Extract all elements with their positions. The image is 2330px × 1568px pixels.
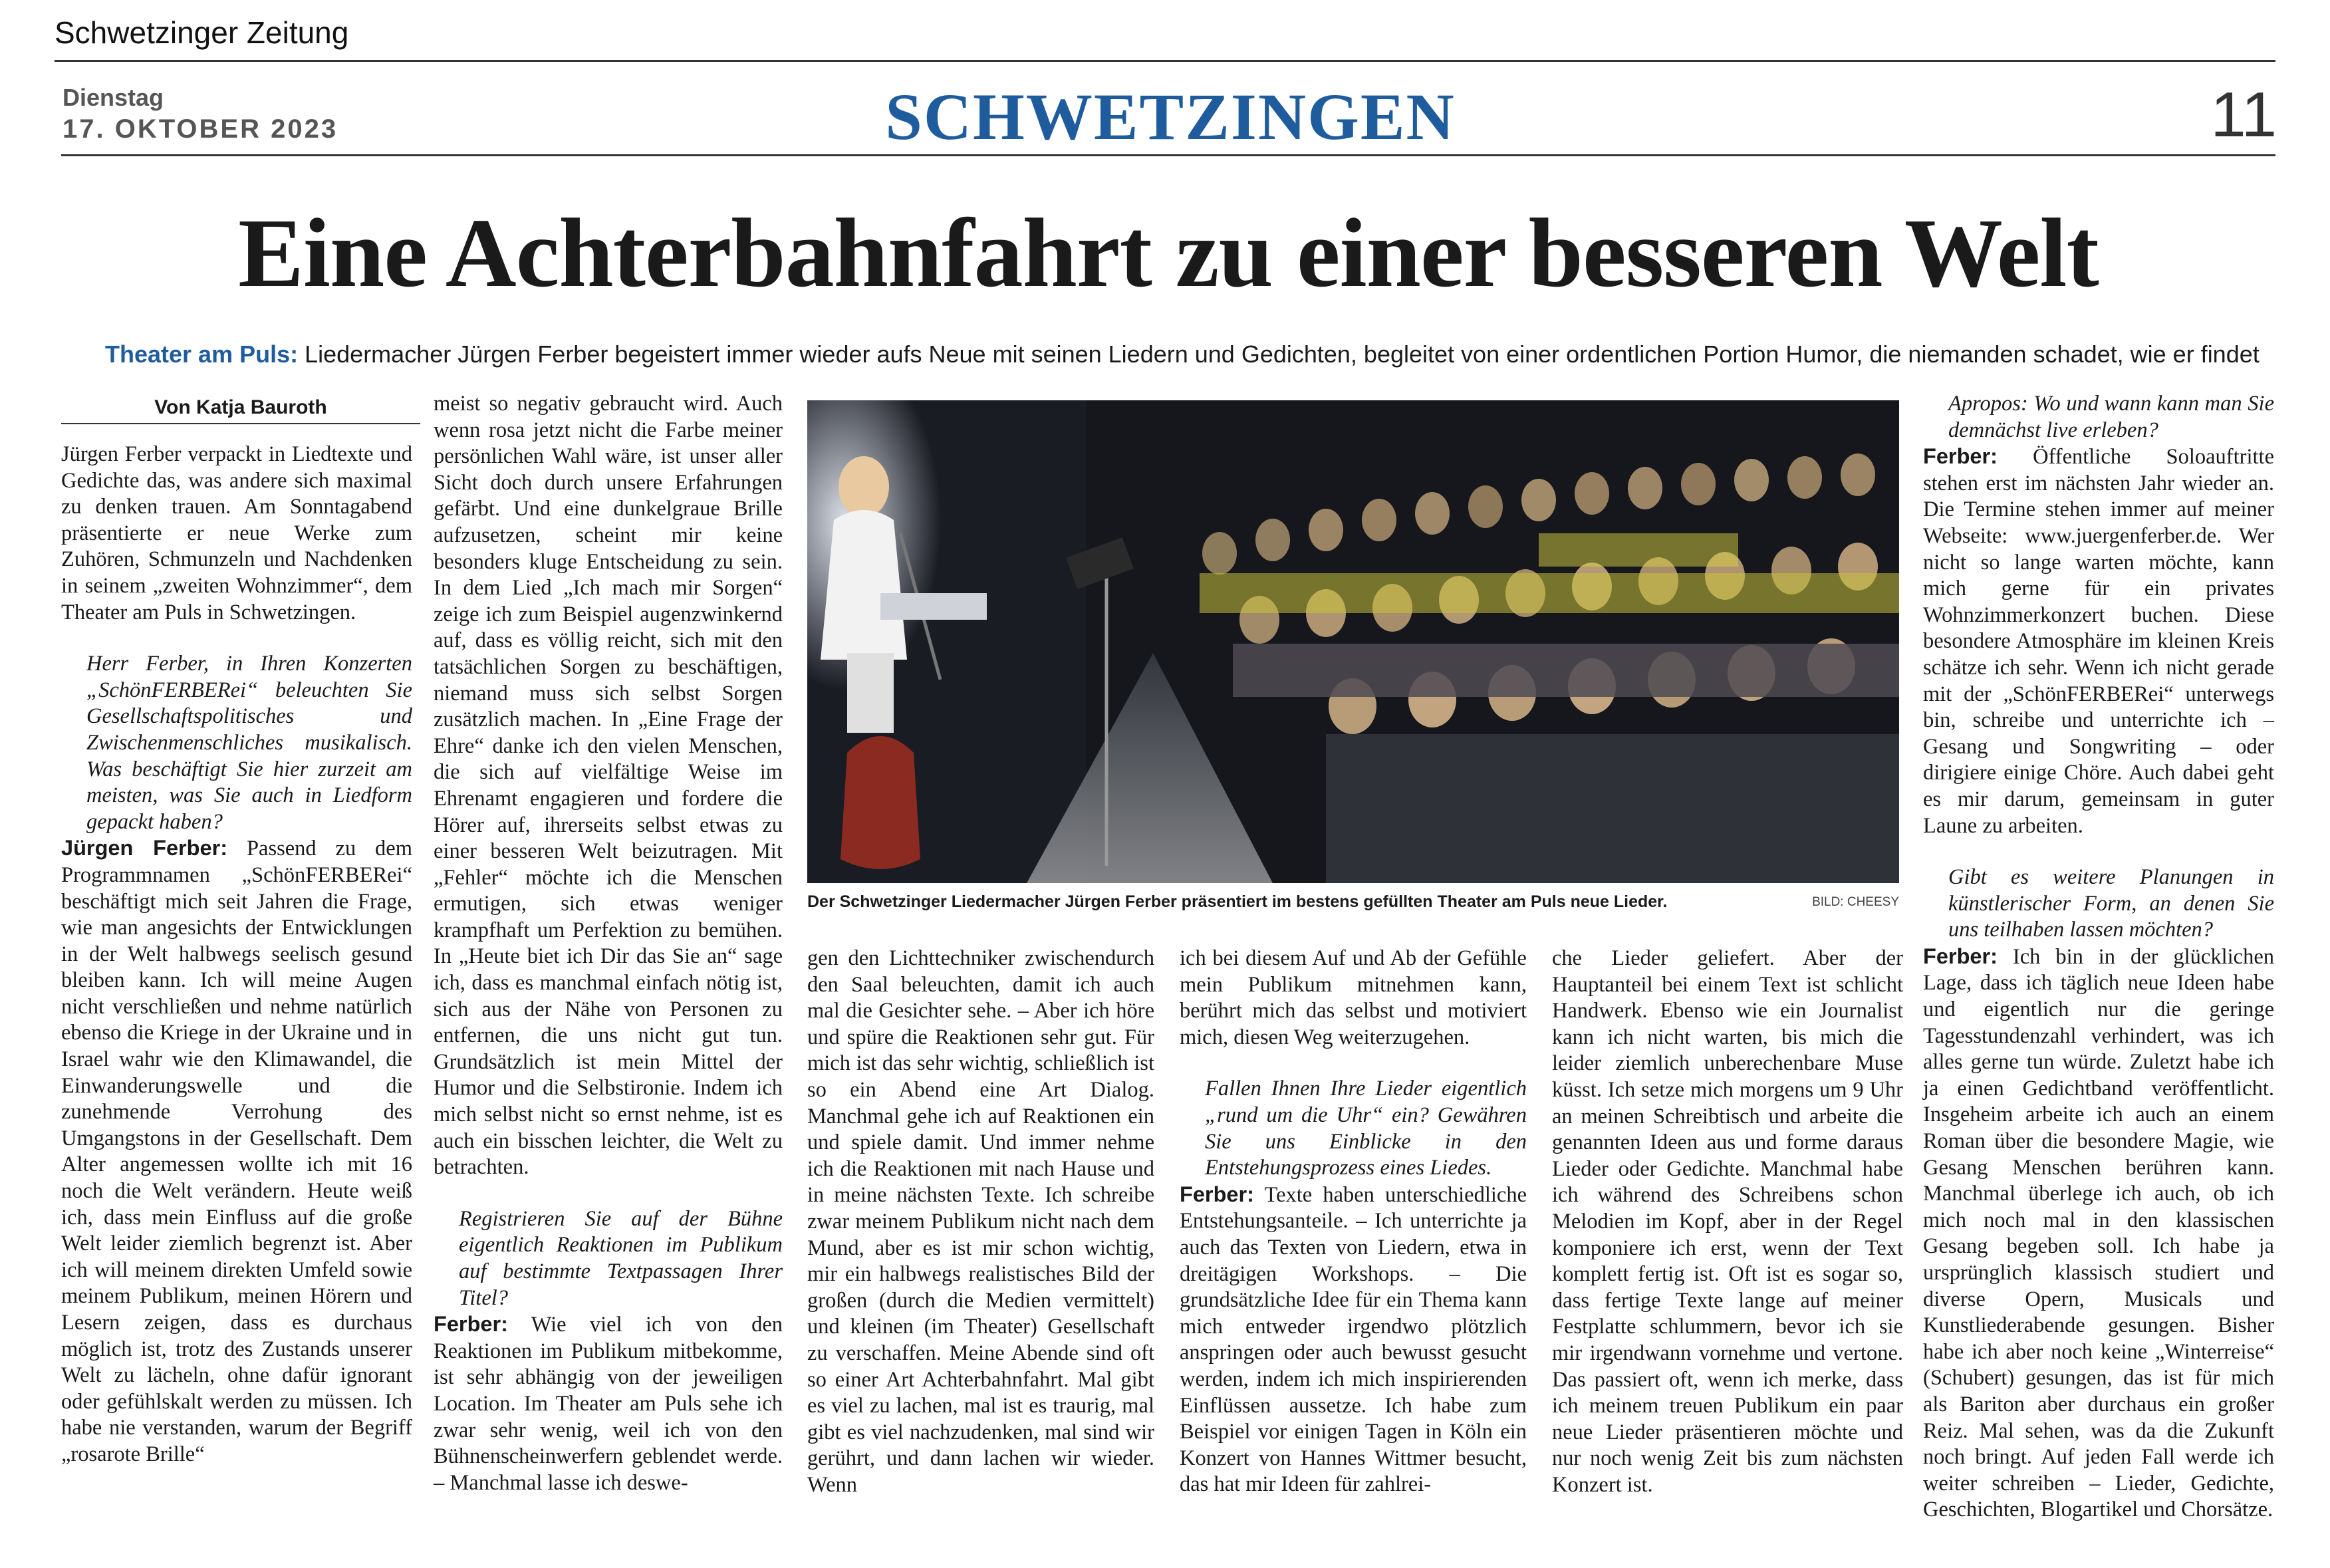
source-label: Schwetzinger Zeitung — [55, 15, 349, 50]
answer-1 — [61, 835, 412, 1468]
answer-2-text: Wie viel ich von den Reaktionen im Publikum mitbekomme, ist sehr abhängig von der jeweiligen Location. Im Theater am Puls sehe ich zwar sehr wenig, weil ich von den Bühnenscheinwerfern geblendet werde. – Manchmal lasse ich deswe- — [434, 1313, 783, 1495]
answer-4-text: Öffentliche Soloauftritte stehen erst im nächsten Jahr wieder an. Die Termine stehen immer auf meiner Webseite: www.juergenferber.de. Wer nicht so lange warten möchte, kann mich gerne für ein privates Wohnzimmerkonzert buchen. Diese besondere Atmosphäre im kleinen Kreis schätze ich sehr. Wenn ich nicht gerade mit der „SchönFERBERei“ unterwegs bin, schreibe und unterrichte ich – Gesang und Songwriting – oder dirigiere einige Chöre. Auch dabei geht es mir darum, gemeinsam in guter Laune zu arbeiten. — [1923, 445, 2274, 838]
header-divider — [61, 154, 2275, 156]
question-1: Herr Ferber, in Ihren Konzerten „SchönFERBERei“ beleuchten Sie Gesellschaftspolitisches und Zwischenmenschliches musikalisch. Was beschäftigt Sie hier zurzeit am meisten, was Sie auch in Liedform gepackt haben? — [86, 652, 412, 834]
column-2-text: meist so negativ gebraucht wird. Auch wenn rosa jetzt nicht die Farbe meiner persönlichen Wahl wäre, ist unser aller Sicht doch durch unsere Erfahrungen gefärbt. Und eine dunkelgraue Brille aufzusetzen, scheint mir keine besonders kluge Entscheidung zu sein. In dem Lied „Ich mach mir Sorgen“ zeige ich zum Beispiel augenzwinkernd auf, dass es völlig reicht, sich mit den tatsächlichen Sorgen zu beschäftigen, niemand muss sich selbst Sorgen zusätzlich machen. In „Eine Frage der Ehre“ danke ich den vielen Menschen, die sich auf vielfältige Weise im Ehrenamt engagieren und fordere die Hörer auf, ihrerseits selbst etwas zu einer besseren Welt beizutragen. Mit „Fehler“ möchte ich die Menschen ermutigen, sich etwas weniger krampfhaft um Perfektion zu bemühen. In „Heute biet ich Dir das Sie an“ sage ich, dass es manchmal einfach nötig ist, sich aus der Nähe von Personen zu entfernen, die uns nicht gut tun. Grundsätzlich ist mein Mittel der Humor und die Selbstironie. Indem ich mich selbst nicht so ernst nehme, ist es auch ein bisschen leichter, die Welt zu betrachten. — [434, 392, 783, 1180]
page-number: 11 — [2210, 79, 2277, 150]
question-5: Gibt es weitere Planungen in künstlerischer Form, an denen Sie uns teilhaben lassen möchten? — [1948, 865, 2274, 942]
answer-2-speaker: Ferber: — [434, 1312, 508, 1337]
issue-date: 17. OKTOBER 2023 — [63, 114, 338, 144]
answer-2 — [434, 1311, 783, 1496]
answer-3-speaker: Ferber: — [1180, 1182, 1254, 1206]
answer-1-speaker: Jürgen Ferber: — [61, 836, 228, 860]
article-headline: Eine Achterbahnfahrt zu einer besseren Welt — [238, 199, 2099, 308]
column-1 — [61, 442, 412, 1468]
question-4: Apropos: Wo und wann kann man Sie demnächst live erleben? — [1948, 392, 2274, 442]
photo-credit: BILD: CHEESY — [1812, 895, 1899, 909]
article-intro: Jürgen Ferber verpackt in Liedtexte und Gedichte das, was andere sich maximal zu denken trauen. Am Sonntagabend präsentierte er neue Werke zum Zuhören, Schmunzeln und Nachdenken in seinem „zweiten Wohnzimmer“, dem Theater am Puls in Schwetzingen. — [61, 442, 412, 624]
photo-caption: Der Schwetzinger Liedermacher Jürgen Ferber präsentiert im bestens gefüllten Theater am Puls neue Lieder. — [807, 892, 1668, 911]
column-6 — [1923, 391, 2274, 1523]
answer-3-text: Texte haben unterschiedliche Entstehungsanteile. – Ich unterrichte ja auch das Texten von Liedern, etwa in dreitägigen Workshops. – Die grundsätzliche Idee für ein Thema kann mich entweder irgendwo plötzlich anspringen oder auch bewusst gesucht werden, indem ich mich inspirierenden Einflüssen aussetze. Ich habe zum Beispiel vor einigen Tagen in Köln ein Konzert von Hannes Wittmer besucht, das hat mir Ideen für zahlrei- — [1180, 1182, 1527, 1497]
column-3 — [807, 946, 1154, 1498]
answer-5 — [1923, 944, 2274, 1523]
answer-4 — [1923, 444, 2274, 839]
column-5 — [1552, 946, 1903, 1498]
column-2 — [434, 391, 783, 1496]
subline-kicker: Theater am Puls: — [105, 340, 299, 368]
top-divider — [55, 60, 2275, 62]
section-title: SCHWETZINGEN — [885, 80, 1456, 154]
answer-4-speaker: Ferber: — [1923, 444, 1998, 469]
question-3: Fallen Ihnen Ihre Lieder eigentlich „rund um die Uhr“ ein? Gewähren Sie uns Einblicke in den Entstehungsprozess eines Liedes. — [1205, 1077, 1527, 1180]
concert-photo — [807, 400, 1899, 883]
column-4 — [1180, 946, 1527, 1498]
subline-text: Liedermacher Jürgen Ferber begeistert immer wieder aufs Neue mit seinen Liedern und Gedichten, begleitet von einer ordentlichen Portion Humor, die niemanden schadet, wie er findet — [305, 340, 2260, 368]
issue-weekday: Dienstag — [63, 84, 164, 111]
question-2: Registrieren Sie auf der Bühne eigentlich Reaktionen im Publikum auf bestimmte Textpassagen Ihrer Titel? — [459, 1206, 783, 1310]
answer-5-speaker: Ferber: — [1923, 944, 1998, 968]
column-4-text: ich bei diesem Auf und Ab der Gefühle mein Publikum mitnehmen kann, berührt mich das selbst und motiviert mich, diesen Weg weiterzugehen. — [1180, 946, 1527, 1049]
article-subline — [105, 340, 2279, 368]
answer-3 — [1180, 1182, 1527, 1498]
answer-1-text: Passend zu dem Programmnamen „SchönFERBERei“ beschäftigt mich seit Jahren die Frage, wie man angesichts der Entwicklungen in der Welt halbwegs seelisch gesund bleiben kann. Ich will meine Augen nicht verschließen und nehme natürlich ebenso die Kriege in der Ukraine und in Israel wahr wie den Klimawandel, die Einwanderungswelle und die zunehmende Verrohung des Umgangstons in der Gesellschaft. Dem Alter angemessen wollte ich mit 16 noch die Welt verändern. Heute weiß ich, dass mein Einfluss auf die große Welt leider ziemlich begrenzt ist. Aber ich will meinem direkten Umfeld sowie meinem Publikum, meinen Hörern und Lesern zeigen, dass es durchaus möglich ist, trotz des Zustands unserer Welt zu lächeln, ohne dafür ignorant oder gefühlskalt werden zu müssen. Ich habe nie verstanden, warum der Begriff „rosarote Brille“ — [61, 837, 413, 1466]
answer-5-text: Ich bin in der glücklichen Lage, dass ich täglich neue Ideen habe und eigentlich nur die geringe Tagesstundenzahl verhindert, was ich alles gerne tun würde. Zuletzt habe ich ja einen Gedichtband veröffentlicht. Insgeheim arbeite ich auch an einem Roman über die besondere Magie, wie Gesang Menschen berühren kann. Manchmal überlege ich auch, ob ich mich noch mal in den klassischen Gesang begeben soll. Ich habe ja ursprünglich klassisch studiert und diverse Opern, Musicals und Kunstliederabende gesungen. Bisher habe ich aber noch keine „Winterreise“ (Schubert) gesungen, das ist für mich als Bariton aber durchaus ein großer Reiz. Mal sehen, was da die Zukunft noch bringt. Auf jeden Fall werde ich weiter schreiben – Lieder, Gedichte, Geschichten, Blogartikel und Chorsätze. — [1923, 944, 2274, 1522]
column-3-text: gen den Lichttechniker zwischendurch den Saal beleuchten, damit ich auch mal die Gesichter sehe. – Aber ich höre und spüre die Reaktionen sehr gut. Für mich ist das sehr wichtig, schließlich ist so ein Abend eine Art Dialog. Manchmal gehe ich auf Reaktionen ein und spiele damit. Und immer nehme ich die Reaktionen mit nach Hause und in meine nächsten Texte. Ich schreibe zwar meinem Publikum nicht nach dem Mund, aber es ist mir schon wichtig, mir ein halbwegs realistisches Bild der großen (durch die Medien vermittelt) und kleinen (im Theater) Gesellschaft zu verschaffen. Meine Abende sind oft so einer Art Achterbahnfahrt. Mal gibt es viel zu lachen, mal ist es traurig, mal gibt es viel nachzudenken, mal sind wir gerührt, und dann lachen wir wieder. Wenn — [807, 946, 1154, 1497]
byline: Von Katja Bauroth — [61, 396, 420, 424]
column-5-text: che Lieder geliefert. Aber der Hauptanteil bei einem Text ist schlicht Handwerk. Ebenso wie ein Journalist kann ich nicht warten, bis mich die leider ziemlich unberechenbare Muse küsst. Ich setze mich morgens um 9 Uhr an meinen Schreibtisch und arbeite die genannten Ideen aus und forme daraus Lieder oder Gedichte. Manchmal habe ich während des Schreibens schon Melodien im Kopf, aber in der Regel komponiere ich erst, wenn der Text komplett fertig ist. Oft ist es sogar so, dass fertige Texte lange auf meiner Festplatte schlummern, bevor ich sie mir irgendwann vornehme und vertone. Das passiert oft, wenn ich merke, dass ich meinem treuen Publikum ein paar neue Lieder präsentieren möchte und nur noch wenig Zeit bis zum nächsten Konzert ist. — [1552, 946, 1903, 1497]
